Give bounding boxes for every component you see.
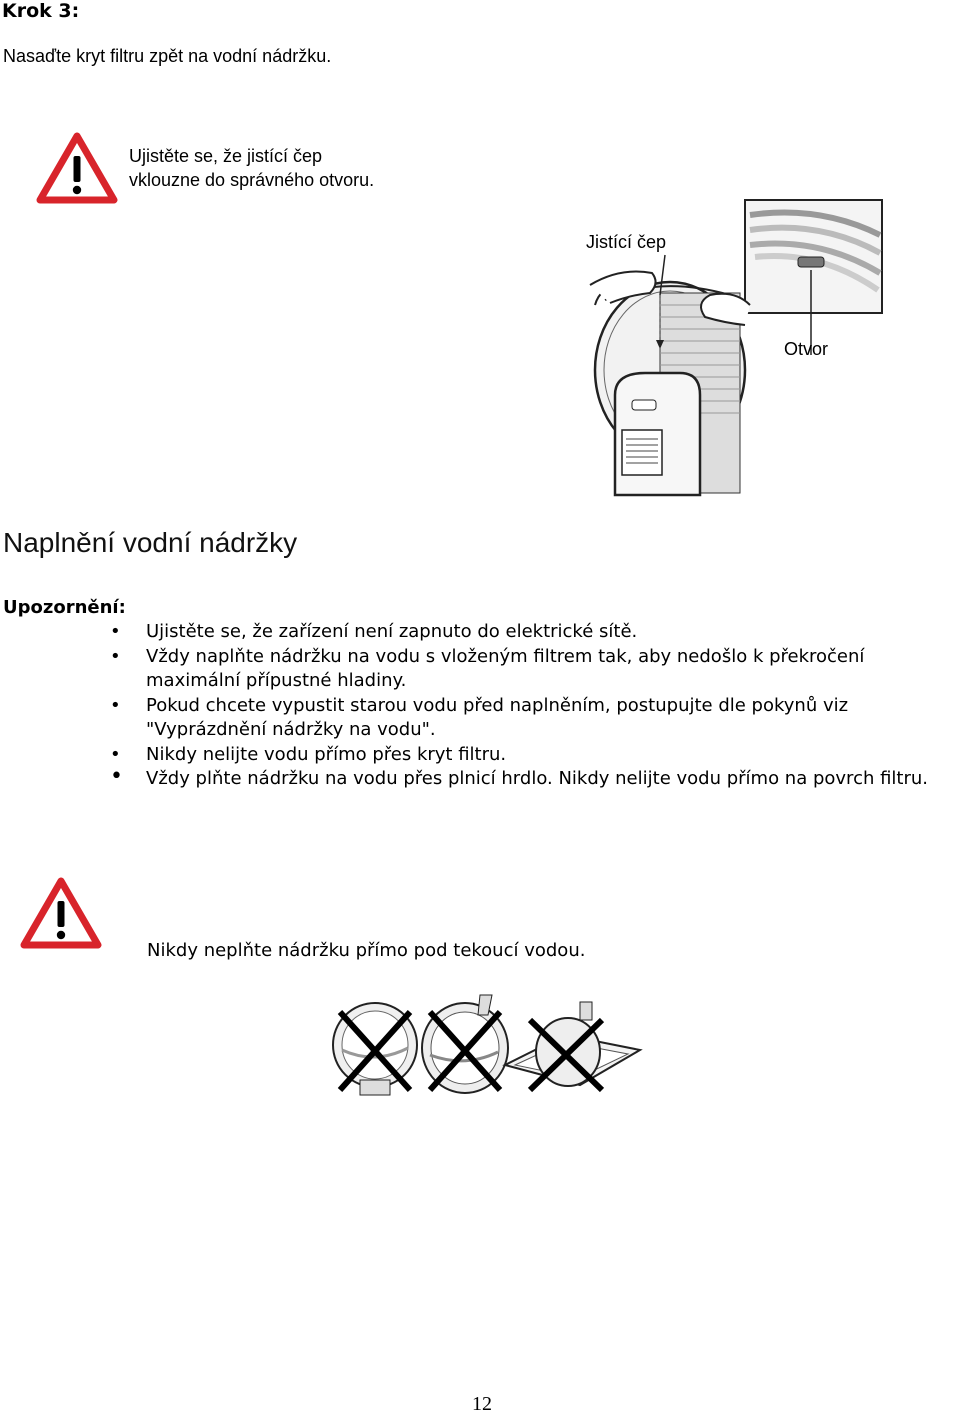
warning-text: Nikdy neplňte nádržku přímo pod tekoucí vodou.	[147, 940, 586, 961]
warning-triangle-icon	[20, 877, 102, 949]
tank-illustration	[505, 1002, 640, 1086]
warning-text	[129, 144, 374, 192]
bullet-list	[110, 620, 960, 792]
list-item: • Vždy naplňte nádržku na vodu s vloženým filtrem tak, aby nedošlo k překročení maximální přípustné hladiny.	[110, 645, 960, 694]
warning-text-line: vklouzne do správného otvoru.	[129, 170, 375, 190]
label-pin: Jistící čep	[586, 232, 667, 252]
list-item: • Nikdy nelijte vodu přímo přes kryt filtru.	[110, 743, 960, 768]
warning-triangle-icon	[36, 132, 118, 204]
label-hole: Otvor	[784, 339, 829, 359]
section-title: Naplnění vodní nádržky	[3, 527, 298, 558]
warning-text-line: Ujistěte se, že jistící čep	[129, 146, 323, 166]
list-item: • Ujistěte se, že zařízení není zapnuto do elektrické sítě.	[110, 620, 960, 645]
list-item: • Vždy plňte nádržku na vodu přes plnicí hrdlo. Nikdy nelijte vodu přímo na povrch filtru.	[110, 767, 960, 792]
page-number: 12	[472, 1393, 492, 1415]
list-item: • Pokud chcete vypustit starou vodu před naplněním, postupujte dle pokynů viz "Vyprázdnění nádržky na vodu".	[110, 694, 960, 743]
note-label: Upozornění:	[3, 597, 126, 618]
tank-illustration	[422, 995, 508, 1093]
prohibited-filling-illustration	[330, 990, 645, 1105]
step-title: Krok 3:	[2, 0, 80, 22]
step-instruction: Nasaďte kryt filtru zpět na vodní nádržku.	[3, 46, 332, 66]
